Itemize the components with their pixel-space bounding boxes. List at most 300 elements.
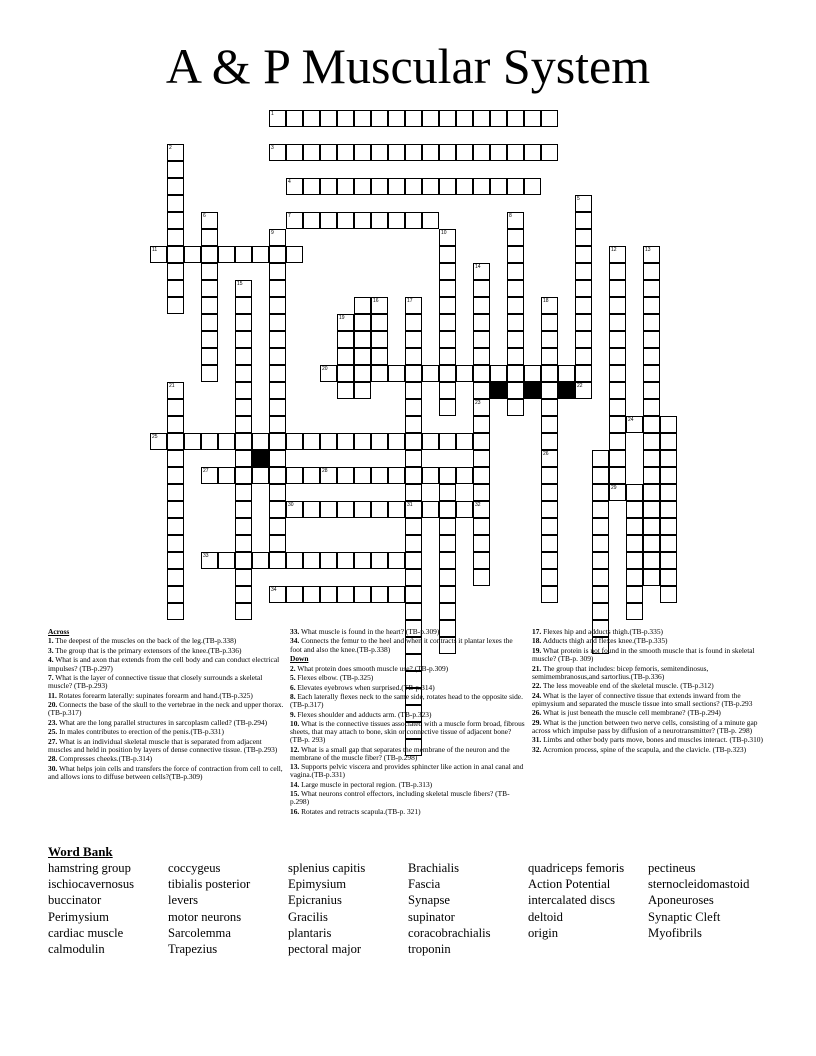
- grid-cell[interactable]: [541, 348, 558, 365]
- grid-cell[interactable]: [167, 416, 184, 433]
- grid-cell[interactable]: [643, 569, 660, 586]
- grid-cell[interactable]: [524, 178, 541, 195]
- grid-cell[interactable]: [337, 348, 354, 365]
- grid-cell[interactable]: [337, 314, 354, 331]
- grid-cell[interactable]: [269, 586, 286, 603]
- grid-cell[interactable]: [473, 348, 490, 365]
- grid-cell[interactable]: [643, 450, 660, 467]
- grid-cell[interactable]: [473, 297, 490, 314]
- grid-cell[interactable]: [507, 144, 524, 161]
- grid-cell[interactable]: [609, 365, 626, 382]
- grid-cell[interactable]: [235, 280, 252, 297]
- grid-cell[interactable]: [439, 331, 456, 348]
- grid-cell[interactable]: [371, 110, 388, 127]
- grid-cell[interactable]: [167, 586, 184, 603]
- grid-cell[interactable]: [269, 263, 286, 280]
- grid-cell[interactable]: [405, 501, 422, 518]
- grid-cell[interactable]: [286, 144, 303, 161]
- grid-cell[interactable]: [405, 110, 422, 127]
- grid-cell[interactable]: [575, 365, 592, 382]
- grid-cell[interactable]: [405, 331, 422, 348]
- grid-cell[interactable]: [269, 314, 286, 331]
- grid-cell[interactable]: [473, 467, 490, 484]
- grid-cell[interactable]: [541, 569, 558, 586]
- grid-cell[interactable]: [439, 144, 456, 161]
- grid-cell[interactable]: [439, 297, 456, 314]
- grid-cell[interactable]: [643, 246, 660, 263]
- grid-cell[interactable]: [354, 586, 371, 603]
- grid-cell[interactable]: [473, 569, 490, 586]
- grid-cell[interactable]: [660, 518, 677, 535]
- grid-cell[interactable]: [507, 314, 524, 331]
- grid-cell[interactable]: [473, 450, 490, 467]
- grid-cell[interactable]: [592, 518, 609, 535]
- grid-cell[interactable]: [167, 535, 184, 552]
- grid-cell[interactable]: [609, 467, 626, 484]
- grid-cell[interactable]: [235, 246, 252, 263]
- grid-cell[interactable]: [371, 297, 388, 314]
- grid-cell[interactable]: [524, 144, 541, 161]
- grid-cell[interactable]: [507, 348, 524, 365]
- grid-cell[interactable]: [167, 569, 184, 586]
- grid-cell[interactable]: [201, 212, 218, 229]
- grid-cell[interactable]: [524, 110, 541, 127]
- grid-cell[interactable]: [660, 535, 677, 552]
- grid-cell[interactable]: [626, 535, 643, 552]
- grid-cell[interactable]: [643, 297, 660, 314]
- grid-cell[interactable]: [439, 484, 456, 501]
- grid-cell[interactable]: [541, 144, 558, 161]
- grid-cell[interactable]: [473, 433, 490, 450]
- grid-cell[interactable]: [201, 229, 218, 246]
- grid-cell[interactable]: [167, 178, 184, 195]
- grid-cell[interactable]: [167, 433, 184, 450]
- grid-cell[interactable]: [235, 586, 252, 603]
- grid-cell[interactable]: [252, 433, 269, 450]
- grid-cell[interactable]: [405, 365, 422, 382]
- grid-cell[interactable]: [473, 331, 490, 348]
- grid-cell[interactable]: [643, 382, 660, 399]
- grid-cell[interactable]: [303, 433, 320, 450]
- grid-cell[interactable]: [405, 518, 422, 535]
- grid-cell[interactable]: [269, 399, 286, 416]
- grid-cell[interactable]: [269, 246, 286, 263]
- grid-cell[interactable]: [235, 399, 252, 416]
- grid-cell[interactable]: [643, 467, 660, 484]
- grid-cell[interactable]: [473, 263, 490, 280]
- grid-cell[interactable]: [490, 178, 507, 195]
- grid-cell[interactable]: [439, 586, 456, 603]
- grid-cell[interactable]: [405, 484, 422, 501]
- grid-cell[interactable]: [456, 501, 473, 518]
- grid-cell[interactable]: [150, 246, 167, 263]
- grid-cell[interactable]: [337, 365, 354, 382]
- grid-cell[interactable]: [439, 399, 456, 416]
- grid-cell[interactable]: [269, 297, 286, 314]
- grid-cell[interactable]: [269, 484, 286, 501]
- grid-cell[interactable]: [269, 518, 286, 535]
- grid-cell[interactable]: [269, 433, 286, 450]
- grid-cell[interactable]: [405, 450, 422, 467]
- grid-cell[interactable]: [626, 569, 643, 586]
- grid-cell[interactable]: [507, 382, 524, 399]
- grid-cell[interactable]: [388, 144, 405, 161]
- grid-cell[interactable]: [405, 178, 422, 195]
- grid-cell[interactable]: [507, 246, 524, 263]
- grid-cell[interactable]: [354, 552, 371, 569]
- grid-cell[interactable]: [218, 552, 235, 569]
- grid-cell[interactable]: [320, 212, 337, 229]
- grid-cell[interactable]: [575, 297, 592, 314]
- grid-cell[interactable]: [609, 382, 626, 399]
- grid-cell[interactable]: [354, 110, 371, 127]
- grid-cell[interactable]: [660, 501, 677, 518]
- grid-cell[interactable]: [643, 501, 660, 518]
- grid-cell[interactable]: [473, 178, 490, 195]
- grid-cell[interactable]: [473, 484, 490, 501]
- grid-cell[interactable]: [320, 501, 337, 518]
- grid-cell[interactable]: [422, 501, 439, 518]
- grid-cell[interactable]: [337, 110, 354, 127]
- grid-cell[interactable]: [286, 433, 303, 450]
- grid-cell[interactable]: [541, 586, 558, 603]
- grid-cell[interactable]: [575, 212, 592, 229]
- grid-cell[interactable]: [167, 280, 184, 297]
- grid-cell[interactable]: [354, 331, 371, 348]
- grid-cell[interactable]: [405, 297, 422, 314]
- grid-cell[interactable]: [422, 212, 439, 229]
- grid-cell[interactable]: [405, 433, 422, 450]
- grid-cell[interactable]: [609, 246, 626, 263]
- grid-cell[interactable]: [371, 212, 388, 229]
- grid-cell[interactable]: [303, 552, 320, 569]
- grid-cell[interactable]: [473, 501, 490, 518]
- grid-cell[interactable]: [167, 450, 184, 467]
- grid-cell[interactable]: [354, 433, 371, 450]
- grid-cell[interactable]: [643, 365, 660, 382]
- grid-cell[interactable]: [286, 110, 303, 127]
- grid-cell[interactable]: [575, 246, 592, 263]
- grid-cell[interactable]: [592, 586, 609, 603]
- grid-cell[interactable]: [405, 144, 422, 161]
- grid-cell[interactable]: [507, 178, 524, 195]
- grid-cell[interactable]: [337, 144, 354, 161]
- grid-cell[interactable]: [473, 552, 490, 569]
- grid-cell[interactable]: [626, 586, 643, 603]
- grid-cell[interactable]: [609, 433, 626, 450]
- grid-cell[interactable]: [592, 484, 609, 501]
- grid-cell[interactable]: [422, 144, 439, 161]
- grid-cell[interactable]: [643, 263, 660, 280]
- grid-cell[interactable]: [320, 365, 337, 382]
- grid-cell[interactable]: [439, 365, 456, 382]
- grid-cell[interactable]: [592, 450, 609, 467]
- grid-cell[interactable]: [303, 178, 320, 195]
- grid-cell[interactable]: [660, 484, 677, 501]
- grid-cell[interactable]: [167, 229, 184, 246]
- grid-cell[interactable]: [167, 518, 184, 535]
- grid-cell[interactable]: [575, 314, 592, 331]
- grid-cell[interactable]: [660, 416, 677, 433]
- grid-cell[interactable]: [507, 280, 524, 297]
- grid-cell[interactable]: [541, 365, 558, 382]
- grid-cell[interactable]: [167, 467, 184, 484]
- grid-cell[interactable]: [354, 467, 371, 484]
- grid-cell[interactable]: [456, 433, 473, 450]
- grid-cell[interactable]: [354, 178, 371, 195]
- grid-cell[interactable]: [354, 144, 371, 161]
- grid-cell[interactable]: [354, 314, 371, 331]
- grid-cell[interactable]: [643, 552, 660, 569]
- grid-cell[interactable]: [269, 535, 286, 552]
- grid-cell[interactable]: [507, 365, 524, 382]
- grid-cell[interactable]: [575, 382, 592, 399]
- grid-cell[interactable]: [405, 586, 422, 603]
- grid-cell[interactable]: [405, 314, 422, 331]
- grid-cell[interactable]: [269, 467, 286, 484]
- grid-cell[interactable]: [235, 382, 252, 399]
- grid-cell[interactable]: [354, 501, 371, 518]
- grid-cell[interactable]: [541, 331, 558, 348]
- grid-cell[interactable]: [371, 144, 388, 161]
- grid-cell[interactable]: [405, 348, 422, 365]
- grid-cell[interactable]: [456, 178, 473, 195]
- grid-cell[interactable]: [507, 331, 524, 348]
- grid-cell[interactable]: [660, 467, 677, 484]
- grid-cell[interactable]: [388, 501, 405, 518]
- grid-cell[interactable]: [167, 382, 184, 399]
- grid-cell[interactable]: [609, 399, 626, 416]
- grid-cell[interactable]: [337, 586, 354, 603]
- grid-cell[interactable]: [167, 161, 184, 178]
- grid-cell[interactable]: [337, 467, 354, 484]
- grid-cell[interactable]: [303, 144, 320, 161]
- grid-cell[interactable]: [303, 501, 320, 518]
- grid-cell[interactable]: [541, 314, 558, 331]
- grid-cell[interactable]: [337, 501, 354, 518]
- grid-cell[interactable]: [167, 263, 184, 280]
- grid-cell[interactable]: [371, 178, 388, 195]
- grid-cell[interactable]: [643, 518, 660, 535]
- grid-cell[interactable]: [439, 535, 456, 552]
- grid-cell[interactable]: [167, 552, 184, 569]
- grid-cell[interactable]: [609, 348, 626, 365]
- grid-cell[interactable]: [150, 433, 167, 450]
- grid-cell[interactable]: [286, 552, 303, 569]
- grid-cell[interactable]: [388, 110, 405, 127]
- grid-cell[interactable]: [643, 433, 660, 450]
- grid-cell[interactable]: [643, 348, 660, 365]
- grid-cell[interactable]: [269, 331, 286, 348]
- grid-cell[interactable]: [320, 552, 337, 569]
- grid-cell[interactable]: [405, 603, 422, 620]
- grid-cell[interactable]: [286, 467, 303, 484]
- grid-cell[interactable]: [473, 280, 490, 297]
- grid-cell[interactable]: [626, 416, 643, 433]
- grid-cell[interactable]: [473, 365, 490, 382]
- grid-cell[interactable]: [609, 280, 626, 297]
- grid-cell[interactable]: [609, 484, 626, 501]
- grid-cell[interactable]: [303, 467, 320, 484]
- grid-cell[interactable]: [235, 603, 252, 620]
- grid-cell[interactable]: [422, 433, 439, 450]
- grid-cell[interactable]: [235, 297, 252, 314]
- grid-cell[interactable]: [235, 552, 252, 569]
- grid-cell[interactable]: [609, 297, 626, 314]
- grid-cell[interactable]: [371, 501, 388, 518]
- grid-cell[interactable]: [320, 144, 337, 161]
- grid-cell[interactable]: [592, 535, 609, 552]
- grid-cell[interactable]: [235, 501, 252, 518]
- grid-cell[interactable]: [660, 552, 677, 569]
- grid-cell[interactable]: [337, 552, 354, 569]
- grid-cell[interactable]: [541, 433, 558, 450]
- grid-cell[interactable]: [337, 331, 354, 348]
- grid-cell[interactable]: [473, 144, 490, 161]
- grid-cell[interactable]: [235, 518, 252, 535]
- grid-cell[interactable]: [439, 314, 456, 331]
- grid-cell[interactable]: [201, 552, 218, 569]
- grid-cell[interactable]: [575, 229, 592, 246]
- grid-cell[interactable]: [439, 110, 456, 127]
- grid-cell[interactable]: [252, 552, 269, 569]
- grid-cell[interactable]: [541, 501, 558, 518]
- grid-cell[interactable]: [405, 416, 422, 433]
- grid-cell[interactable]: [507, 297, 524, 314]
- grid-cell[interactable]: [388, 586, 405, 603]
- grid-cell[interactable]: [643, 535, 660, 552]
- grid-cell[interactable]: [575, 195, 592, 212]
- grid-cell[interactable]: [473, 535, 490, 552]
- grid-cell[interactable]: [167, 399, 184, 416]
- grid-cell[interactable]: [592, 569, 609, 586]
- grid-cell[interactable]: [626, 518, 643, 535]
- grid-cell[interactable]: [439, 263, 456, 280]
- grid-cell[interactable]: [269, 365, 286, 382]
- grid-cell[interactable]: [473, 382, 490, 399]
- grid-cell[interactable]: [371, 586, 388, 603]
- grid-cell[interactable]: [422, 178, 439, 195]
- grid-cell[interactable]: [252, 467, 269, 484]
- grid-cell[interactable]: [167, 246, 184, 263]
- grid-cell[interactable]: [609, 450, 626, 467]
- grid-cell[interactable]: [405, 382, 422, 399]
- grid-cell[interactable]: [592, 467, 609, 484]
- grid-cell[interactable]: [167, 144, 184, 161]
- grid-cell[interactable]: [320, 467, 337, 484]
- grid-cell[interactable]: [184, 433, 201, 450]
- grid-cell[interactable]: [609, 314, 626, 331]
- grid-cell[interactable]: [490, 365, 507, 382]
- grid-cell[interactable]: [269, 348, 286, 365]
- grid-cell[interactable]: [269, 280, 286, 297]
- grid-cell[interactable]: [269, 110, 286, 127]
- grid-cell[interactable]: [507, 399, 524, 416]
- grid-cell[interactable]: [235, 535, 252, 552]
- grid-cell[interactable]: [269, 501, 286, 518]
- grid-cell[interactable]: [235, 467, 252, 484]
- grid-cell[interactable]: [507, 263, 524, 280]
- grid-cell[interactable]: [626, 501, 643, 518]
- grid-cell[interactable]: [388, 178, 405, 195]
- grid-cell[interactable]: [439, 178, 456, 195]
- grid-cell[interactable]: [643, 314, 660, 331]
- grid-cell[interactable]: [541, 297, 558, 314]
- grid-cell[interactable]: [439, 467, 456, 484]
- grid-cell[interactable]: [439, 501, 456, 518]
- grid-cell[interactable]: [371, 467, 388, 484]
- grid-cell[interactable]: [320, 178, 337, 195]
- grid-cell[interactable]: [422, 467, 439, 484]
- grid-cell[interactable]: [507, 212, 524, 229]
- grid-cell[interactable]: [575, 348, 592, 365]
- grid-cell[interactable]: [167, 484, 184, 501]
- grid-cell[interactable]: [286, 501, 303, 518]
- grid-cell[interactable]: [252, 246, 269, 263]
- grid-cell[interactable]: [320, 586, 337, 603]
- grid-cell[interactable]: [320, 110, 337, 127]
- grid-cell[interactable]: [575, 280, 592, 297]
- grid-cell[interactable]: [490, 110, 507, 127]
- grid-cell[interactable]: [541, 535, 558, 552]
- grid-cell[interactable]: [660, 433, 677, 450]
- grid-cell[interactable]: [235, 331, 252, 348]
- grid-cell[interactable]: [371, 365, 388, 382]
- grid-cell[interactable]: [286, 178, 303, 195]
- grid-cell[interactable]: [201, 348, 218, 365]
- grid-cell[interactable]: [643, 484, 660, 501]
- grid-cell[interactable]: [269, 416, 286, 433]
- grid-cell[interactable]: [405, 399, 422, 416]
- grid-cell[interactable]: [592, 501, 609, 518]
- grid-cell[interactable]: [388, 212, 405, 229]
- grid-cell[interactable]: [201, 314, 218, 331]
- grid-cell[interactable]: [541, 484, 558, 501]
- grid-cell[interactable]: [405, 552, 422, 569]
- grid-cell[interactable]: [235, 433, 252, 450]
- grid-cell[interactable]: [201, 280, 218, 297]
- grid-cell[interactable]: [592, 603, 609, 620]
- grid-cell[interactable]: [643, 331, 660, 348]
- grid-cell[interactable]: [269, 144, 286, 161]
- grid-cell[interactable]: [337, 212, 354, 229]
- grid-cell[interactable]: [541, 416, 558, 433]
- grid-cell[interactable]: [218, 246, 235, 263]
- grid-cell[interactable]: [167, 603, 184, 620]
- grid-cell[interactable]: [167, 297, 184, 314]
- grid-cell[interactable]: [609, 263, 626, 280]
- grid-cell[interactable]: [371, 314, 388, 331]
- grid-cell[interactable]: [575, 331, 592, 348]
- grid-cell[interactable]: [201, 263, 218, 280]
- grid-cell[interactable]: [473, 416, 490, 433]
- grid-cell[interactable]: [201, 433, 218, 450]
- grid-cell[interactable]: [201, 331, 218, 348]
- grid-cell[interactable]: [405, 467, 422, 484]
- grid-cell[interactable]: [201, 365, 218, 382]
- grid-cell[interactable]: [235, 365, 252, 382]
- grid-cell[interactable]: [609, 331, 626, 348]
- grid-cell[interactable]: [286, 246, 303, 263]
- grid-cell[interactable]: [405, 212, 422, 229]
- grid-cell[interactable]: [269, 382, 286, 399]
- grid-cell[interactable]: [201, 246, 218, 263]
- grid-cell[interactable]: [575, 263, 592, 280]
- grid-cell[interactable]: [405, 569, 422, 586]
- grid-cell[interactable]: [286, 586, 303, 603]
- grid-cell[interactable]: [660, 586, 677, 603]
- grid-cell[interactable]: [167, 501, 184, 518]
